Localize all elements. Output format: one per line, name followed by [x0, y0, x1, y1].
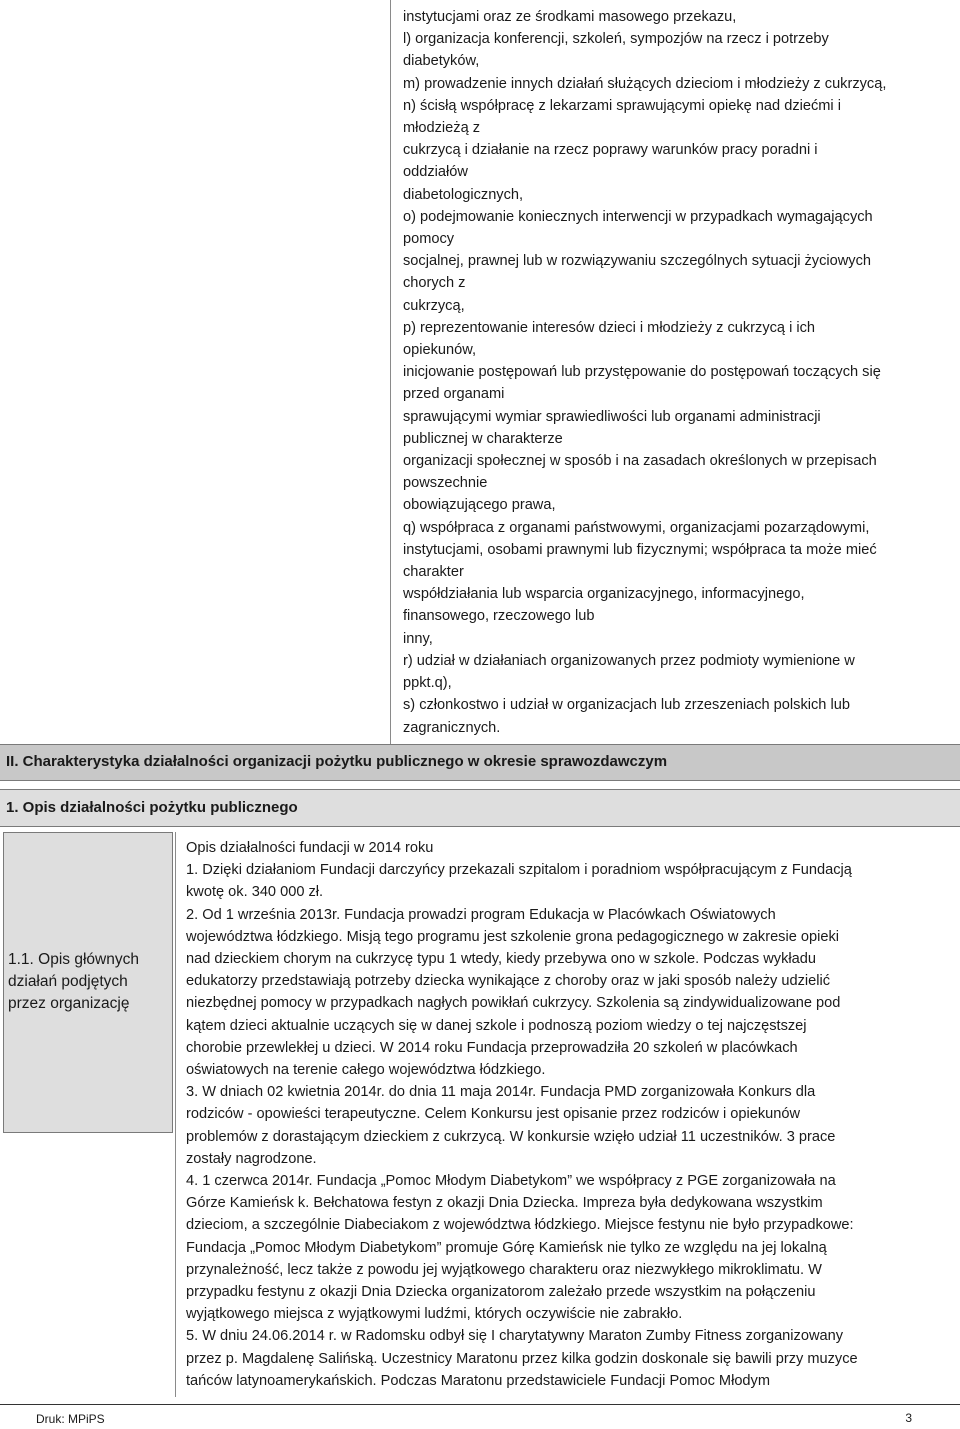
text-line: l) organizacja konferencji, szkoleń, sympozjów na rzecz i potrzeby [403, 31, 829, 48]
statute-objectives-text [403, 6, 960, 739]
text-line: 2. Od 1 września 2013r. Fundacja prowadzi program Edukacja w Placówkach Oświatowych [186, 906, 776, 923]
text-line: oddziałów [403, 164, 468, 181]
text-line: finansowego, rzeczowego lub [403, 608, 595, 625]
text-line: n) ścisłą współpracę z lekarzami sprawującymi opiekę nad dziećmi i [403, 97, 841, 114]
page-footer [0, 1404, 960, 1429]
section-title: II. Charakterystyka działalności organizacji pożytku publicznego w okresie sprawozdawczym [6, 753, 668, 770]
text-line: zagranicznych. [403, 719, 501, 736]
text-line: niezbędnej pomocy w przypadkach nagłych powikłań cukrzycy. Szkolenia są zindywidualizowane pod [186, 995, 841, 1012]
text-line: przynależność, lecz także z powodu jej wyjątkowego charakteru oraz niezwykłego mikroklimatu. W [186, 1261, 822, 1278]
text-line: s) członkostwo i udział w organizacjach lub zrzeszeniach polskich lub [403, 697, 850, 714]
text-line: cukrzycą i działanie na rzecz poprawy warunków pracy poradni i [403, 142, 818, 159]
text-line: zostały nagrodzone. [186, 1150, 317, 1167]
text-line: diabetologicznych, [403, 186, 524, 203]
text-line: edukatorzy przedstawiają potrzeby dziecka wynikające z choroby oraz w jaki sposób należy udzielić [186, 973, 831, 990]
text-line: powszechnie [403, 475, 488, 492]
text-line: województwa łódzkiego. Misją tego programu jest szkolenie grona pedagogicznego w zakresie opieki [186, 928, 840, 945]
text-line: współdziałania lub wsparcia organizacyjnego, informacyjnego, [403, 586, 805, 603]
text-line: Górze Kamieńsk k. Bełchatowa festyn z okazji Dnia Dziecka. Impreza była dedykowana wszystkim [186, 1195, 823, 1212]
text-line: 1. Dzięki działaniom Fundacji darczyńcy przekazali szpitalom i poradniom współpracującym z Fundacją [186, 862, 852, 879]
text-line: o) podejmowanie koniecznych interwencji w przypadkach wymagających [403, 208, 873, 225]
text-line: q) współpraca z organami państwowymi, organizacjami pozarządowymi, [403, 519, 870, 536]
text-line: instytucjami oraz ze środkami masowego przekazu, [403, 9, 737, 25]
text-line: problemów z dorastającym dzieckiem z cukrzycą. W konkursie wzięło udział 11 uczestników. 3 prace [186, 1128, 836, 1145]
text-line: pomocy [403, 231, 455, 248]
text-line: nad dzieckiem chorym na cukrzycę typu 1 wtedy, kiedy przebywa ono w szkole. Podczas wykładu [186, 951, 816, 968]
activities-description-cell [175, 832, 960, 1397]
print-source-label: Druk: MPiPS [36, 1412, 105, 1426]
text-line: 3. W dniach 02 kwietnia 2014r. do dnia 11 maja 2014r. Fundacja PMD zorganizowała Konkurs dla [186, 1084, 816, 1101]
text-line: młodzieżą z [403, 120, 481, 137]
activities-description-text [186, 837, 960, 1392]
text-line: publicznej w charakterze [403, 430, 563, 447]
text-line: Opis działalności fundacji w 2014 roku [186, 840, 434, 856]
text-line: chorych z [403, 275, 466, 292]
text-line: obowiązującego prawa, [403, 497, 556, 514]
text-line: dzieciom, a szczególnie Diabeciakom z województwa łódzkiego. Miejsce festynu nie było przypadkowe: [186, 1217, 854, 1234]
text-line: kwotę ok. 340 000 zł. [186, 884, 324, 901]
text-line: instytucjami, osobami prawnymi lub fizycznymi; współpraca ta może mieć [403, 541, 877, 558]
text-line: socjalnej, prawnej lub w rozwiązywaniu szczególnych sytuacji życiowych [403, 253, 872, 270]
subsection-header [0, 789, 960, 827]
text-line: tańców latynoamerykańskich. Podczas Maratonu przedstawiciele Fundacji Pomoc Młodym [186, 1372, 771, 1389]
section-header [0, 744, 960, 781]
text-line: Fundacja „Pomoc Młodym Diabetykom” promuje Górę Kamieńsk nie tylko ze względu na jej lokalną [186, 1239, 827, 1256]
text-line: opiekunów, [403, 342, 477, 359]
text-line: cukrzycą, [403, 297, 465, 314]
text-line: oświatowych na terenie całego województwa łódzkiego. [186, 1062, 546, 1079]
text-line: przypadku festynu z okazji Dnia Dziecka organizatorom zależało przede wszystkim na połączeniu [186, 1284, 816, 1301]
text-line: p) reprezentowanie interesów dzieci i młodzieży z cukrzycą i ich [403, 319, 816, 336]
text-line: organizacji społecznej w sposób i na zasadach określonych w przepisach [403, 453, 877, 470]
statute-objectives-block [390, 0, 960, 744]
text-line: sprawującymi wymiar sprawiedliwości lub organami administracji [403, 408, 821, 425]
label-line: działań podjętych [8, 973, 128, 990]
text-line: charakter [403, 564, 464, 581]
row-label-cell [3, 832, 173, 1133]
text-line: r) udział w działaniach organizowanych przez podmioty wymienione w [403, 652, 855, 669]
text-line: inicjowanie postępowań lub przystępowanie do postępowań toczących się [403, 364, 881, 381]
text-line: 5. W dniu 24.06.2014 r. w Radomsku odbył się I charytatywny Maraton Zumby Fitness zorganizowany [186, 1328, 844, 1345]
text-line: ppkt.q), [403, 675, 452, 692]
text-line: wyjątkowego miejsca z wyjątkowymi ludźmi, których oczywiście nie zabrakło. [186, 1306, 683, 1323]
subsection-title: 1. Opis działalności pożytku publicznego [6, 799, 298, 816]
page-number: 3 [905, 1411, 912, 1425]
row-label [8, 949, 139, 1015]
text-line: m) prowadzenie innych działań służących dzieciom i młodzieży z cukrzycą, [403, 75, 887, 92]
text-line: diabetyków, [403, 53, 480, 70]
text-line: przed organami [403, 386, 505, 403]
label-line: przez organizację [8, 995, 130, 1012]
text-line: rodziców - opowieści terapeutyczne. Celem Konkursu jest opisanie przez rodziców i opiekunów [186, 1106, 801, 1123]
text-line: przez p. Magdalenę Salińską. Uczestnicy Maratonu przez kilka godzin doskonale się bawili przy muzyce [186, 1350, 858, 1367]
text-line: chorobie przewlekłej u dzieci. W 2014 roku Fundacja przeprowadziła 20 szkoleń w placówkach [186, 1039, 798, 1056]
text-line: 4. 1 czerwca 2014r. Fundacja „Pomoc Młodym Diabetykom” we współpracy z PGE zorganizowała na [186, 1173, 836, 1190]
text-line: inny, [403, 630, 433, 647]
text-line: kątem dzieci aktualnie uczących się w danej szkole i podnoszą poziom wiedzy o tej najczęstszej [186, 1017, 807, 1034]
label-line: 1.1. Opis głównych [8, 951, 139, 968]
